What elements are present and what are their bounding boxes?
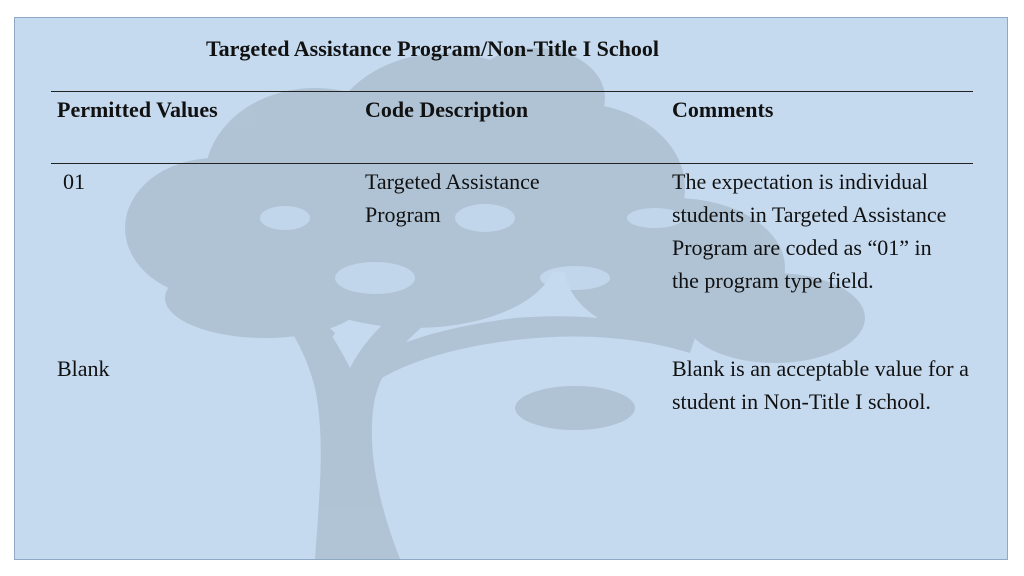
- header-permitted-values: Permitted Values: [57, 97, 218, 122]
- row1-value: 01: [63, 169, 85, 194]
- row2-value: Blank: [57, 356, 110, 381]
- row1-description: Targeted Assistance Program: [365, 169, 540, 227]
- row2-comment: Blank is an acceptable value for a student in Non-Title I school.: [672, 356, 969, 414]
- row1-comment: The expectation is individual students in Targeted Assistance Program are coded as “01” in the program type field.: [672, 169, 947, 293]
- header-code-description: Code Description: [365, 97, 529, 122]
- slide-canvas: [14, 17, 1008, 560]
- page-title: Targeted Assistance Program/Non-Title I School: [206, 36, 660, 61]
- table-header-rule: [51, 163, 973, 164]
- header-comments: Comments: [672, 97, 774, 122]
- table-top-rule: [51, 91, 973, 92]
